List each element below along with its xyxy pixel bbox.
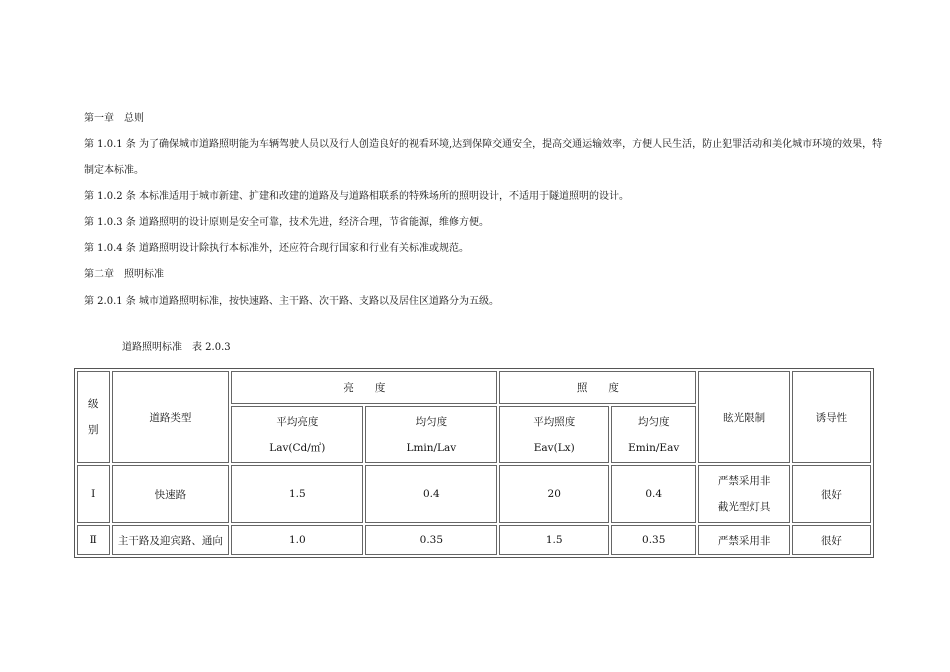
header-grade-line2: 别 xyxy=(88,424,99,436)
cell-glare-line2: 截光型灯具 xyxy=(717,501,771,513)
header-glare: 眩光限制 xyxy=(698,371,789,463)
paragraph-chapter-1-title: 第一章 总则 xyxy=(84,113,144,124)
header-guidance: 诱导性 xyxy=(792,371,871,463)
header-luminance: 亮 度 xyxy=(231,371,497,404)
cell-avg-luminance: 1.5 xyxy=(231,465,363,523)
header-lum-uniformity-line1: 均匀度 xyxy=(415,415,448,428)
cell-glare-line1: 严禁采用非 xyxy=(717,475,771,487)
header-lum-uniformity xyxy=(365,406,497,463)
cell-guidance: 很好 xyxy=(792,525,871,555)
cell-guidance: 很好 xyxy=(792,465,871,523)
table-row xyxy=(77,525,871,555)
cell-avg-luminance: 1.0 xyxy=(231,525,363,555)
paragraph-article-1-0-2: 第 1.0.2 条 本标准适用于城市新建、扩建和改建的道路及与道路相联系的特殊场所的照明设计，不适用于隧道照明的设计。 xyxy=(84,191,629,202)
cell-lum-uniformity: 0.4 xyxy=(365,465,497,523)
header-grade xyxy=(77,371,110,463)
paragraph-article-1-0-1: 第 1.0.1 条 为了确保城市道路照明能为车辆驾驶人员以及行人创造良好的视看环境,达到保障交通安全，提高交通运输效率，方便人民生活，防止犯罪活动和美化城市环境的效果，特制定本标准。 xyxy=(84,139,883,176)
header-ill-uniformity-line1: 均匀度 xyxy=(637,415,670,428)
cell-glare: 严禁采用非 xyxy=(698,525,789,555)
table-caption: 道路照明标准 表 2.0.3 xyxy=(122,342,231,353)
header-avg-illuminance-line2: Eav(Lx) xyxy=(533,441,575,454)
cell-grade: Ⅱ xyxy=(77,525,110,555)
table-row xyxy=(77,465,871,523)
header-avg-luminance-line2: Lav(Cd/㎡) xyxy=(269,441,326,454)
cell-grade: Ⅰ xyxy=(77,465,110,523)
lighting-standard-table xyxy=(74,368,874,558)
header-ill-uniformity xyxy=(611,406,696,463)
cell-avg-illuminance: 1.5 xyxy=(499,525,609,555)
table-header-row-1 xyxy=(77,371,871,404)
header-lum-uniformity-line2: Lmin/Lav xyxy=(406,441,457,454)
cell-ill-uniformity: 0.4 xyxy=(611,465,696,523)
header-avg-luminance-line1: 平均亮度 xyxy=(276,415,319,428)
cell-road-type: 主干路及迎宾路、通向 xyxy=(112,525,230,555)
header-road-type: 道路类型 xyxy=(112,371,230,463)
cell-ill-uniformity: 0.35 xyxy=(611,525,696,555)
header-illuminance: 照 度 xyxy=(499,371,696,404)
paragraph-article-2-0-1: 第 2.0.1 条 城市道路照明标准，按快速路、主干路、次干路、支路以及居住区道路分为五级。 xyxy=(84,296,499,307)
header-ill-uniformity-line2: Emin/Eav xyxy=(628,441,680,454)
header-avg-illuminance xyxy=(499,406,609,463)
lighting-standard-table-container xyxy=(74,368,876,558)
header-grade-line1: 级 xyxy=(88,398,99,410)
cell-glare xyxy=(698,465,789,523)
paragraph-chapter-2-title: 第二章 照明标准 xyxy=(84,269,164,280)
cell-avg-illuminance: 20 xyxy=(499,465,609,523)
paragraph-article-1-0-4: 第 1.0.4 条 道路照明设计除执行本标准外，还应符合现行国家和行业有关标准或规范。 xyxy=(84,243,469,254)
header-avg-luminance xyxy=(231,406,363,463)
paragraph-article-1-0-3: 第 1.0.3 条 道路照明的设计原则是安全可靠，技术先进，经济合理，节省能源，维修方便。 xyxy=(84,217,489,228)
header-avg-illuminance-line1: 平均照度 xyxy=(533,415,576,428)
cell-road-type: 快速路 xyxy=(112,465,230,523)
cell-lum-uniformity: 0.35 xyxy=(365,525,497,555)
